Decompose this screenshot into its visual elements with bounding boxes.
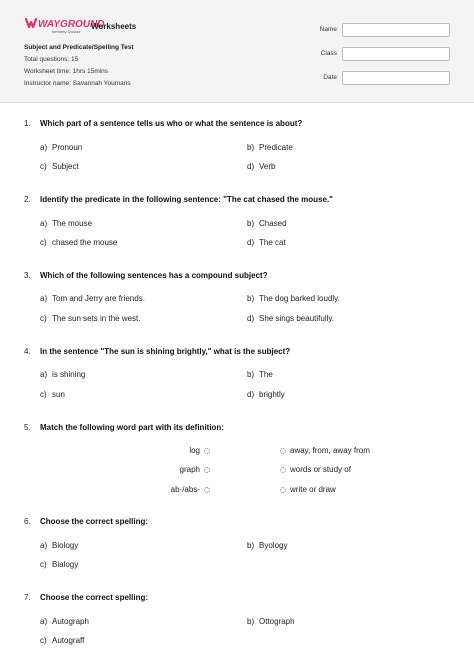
instructor-name: Instructor name: Savannah Youmans <box>24 80 131 87</box>
worksheet-header <box>0 0 474 103</box>
match-dot[interactable] <box>204 467 210 473</box>
answer-option: a) is shining <box>40 370 86 379</box>
question-text: Match the following word part with its definition: <box>40 423 224 432</box>
match-definition: write or draw <box>290 485 336 494</box>
question-text: Which of the following sentences has a compound subject? <box>40 271 268 280</box>
match-term: ab-/abs- <box>170 485 200 494</box>
answer-option: a) Tom and Jerry are friends. <box>40 294 145 303</box>
class-field[interactable] <box>342 47 450 61</box>
class-label: Class <box>320 50 337 57</box>
question-number: 7. <box>24 593 31 602</box>
answer-option: a) The mouse <box>40 219 93 228</box>
answer-option: a) Pronoun <box>40 143 83 152</box>
answer-option: b) Byology <box>247 541 288 550</box>
question-text: Which part of a sentence tells us who or what the sentence is about? <box>40 119 303 128</box>
answer-option: b) Predicate <box>247 143 293 152</box>
test-title: Subject and Predicate/Spelling Test <box>24 44 134 51</box>
match-definition: words or study of <box>290 465 351 474</box>
answer-option: d) She sings beautifully. <box>247 314 335 323</box>
answer-option: d) The cat <box>247 238 286 247</box>
answer-option: d) Verb <box>247 162 276 171</box>
match-dot[interactable] <box>204 487 210 493</box>
answer-option: a) Biology <box>40 541 79 550</box>
answer-option: c) Subject <box>40 162 79 171</box>
date-field[interactable] <box>342 71 450 85</box>
worksheet-time: Worksheet time: 1hrs 15mins <box>24 68 109 75</box>
question-number: 5. <box>24 423 31 432</box>
question-number: 6. <box>24 517 31 526</box>
question-text: Identify the predicate in the following sentence: "The cat chased the mouse." <box>40 195 333 204</box>
answer-option: a) Autograph <box>40 617 89 626</box>
svg-text:WAYGROUND: WAYGROUND <box>38 19 105 30</box>
question-number: 4. <box>24 347 31 356</box>
match-term: graph <box>179 465 200 474</box>
logo-tagline: formerly Quizizz <box>52 29 81 34</box>
match-dot[interactable] <box>280 487 286 493</box>
answer-option: d) brightly <box>247 390 285 399</box>
answer-option: c) Bialogy <box>40 560 79 569</box>
answer-option: b) The dog barked loudly. <box>247 294 340 303</box>
match-dot[interactable] <box>204 448 210 454</box>
match-dot[interactable] <box>280 467 286 473</box>
answer-option: c) sun <box>40 390 65 399</box>
answer-option: b) Ottograph <box>247 617 295 626</box>
answer-option: c) chased the mouse <box>40 238 118 247</box>
match-term: log <box>189 446 200 455</box>
match-dot[interactable] <box>280 448 286 454</box>
answer-option: b) The <box>247 370 273 379</box>
answer-option: c) The sun sets in the west. <box>40 314 141 323</box>
name-field[interactable] <box>342 23 450 37</box>
question-number: 3. <box>24 271 31 280</box>
match-definition: away, from, away from <box>290 446 370 455</box>
answer-option: c) Autograff <box>40 636 85 645</box>
date-label: Date <box>323 74 337 81</box>
question-text: In the sentence "The sun is shining brightly," what is the subject? <box>40 347 291 356</box>
answer-option: b) Chased <box>247 219 287 228</box>
question-text: Choose the correct spelling: <box>40 517 149 526</box>
total-questions: Total questions: 15 <box>24 56 79 63</box>
brand-title: Worksheets <box>91 22 137 31</box>
name-label: Name <box>319 26 337 33</box>
question-number: 1. <box>24 119 31 128</box>
question-number: 2. <box>24 195 31 204</box>
question-text: Choose the correct spelling: <box>40 593 149 602</box>
